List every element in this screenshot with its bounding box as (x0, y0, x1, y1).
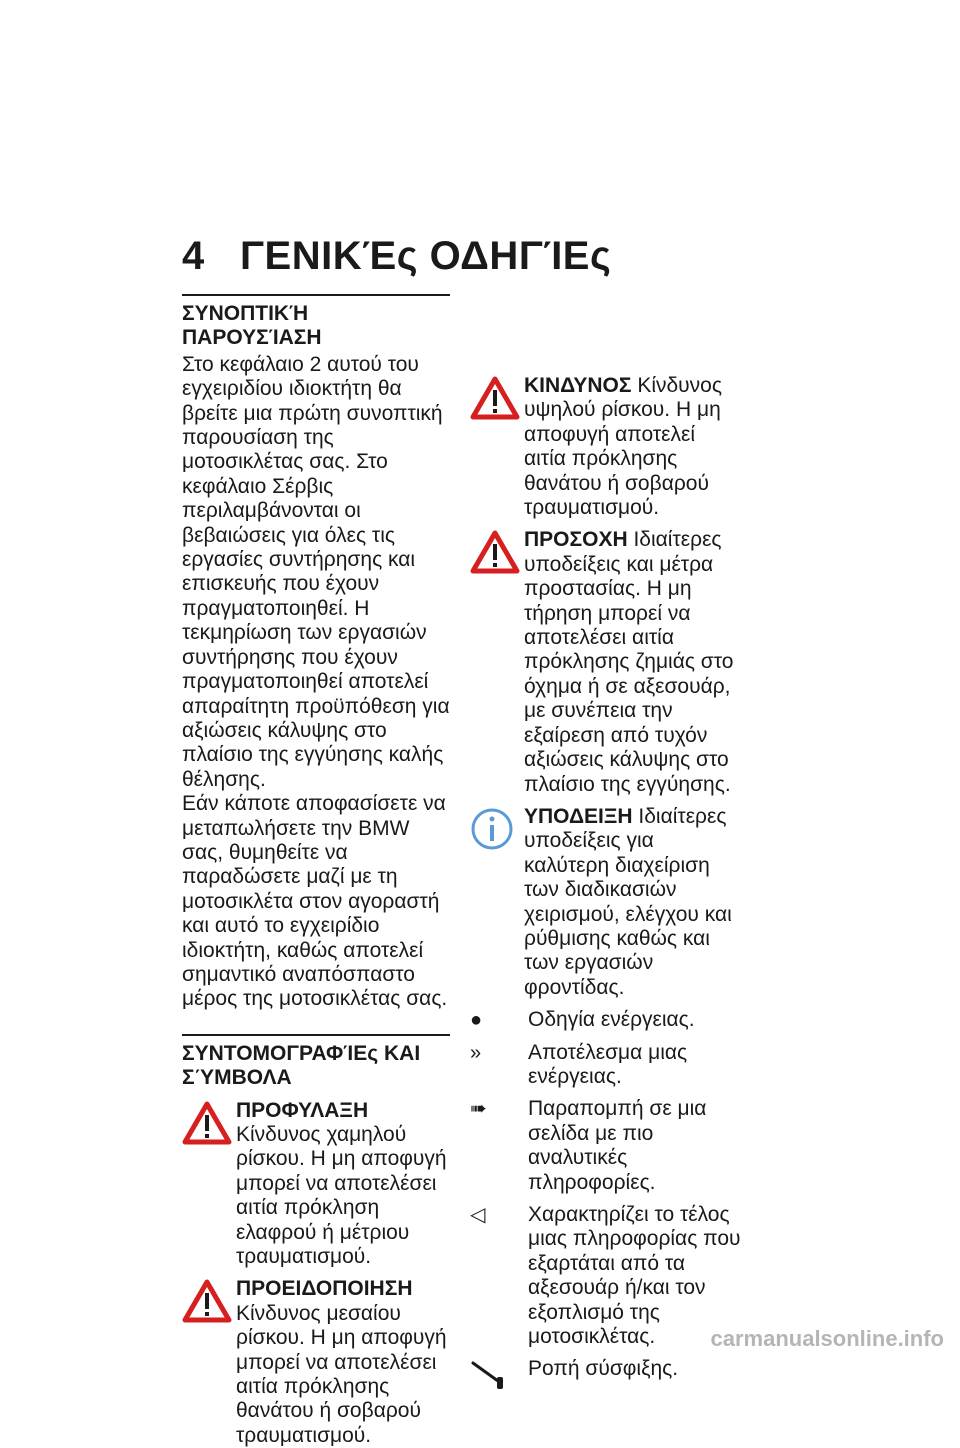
info-icon (470, 807, 520, 851)
warning-triangle-icon (470, 530, 520, 574)
legend-text: Οδηγία ενέργειας. (528, 1008, 695, 1032)
warning-triangle-icon (182, 1279, 232, 1323)
attention-block (470, 528, 742, 796)
legend-text: Χαρακτηρίζει το τέλος μιας πληροφορίας που εξαρτάται από τα αξεσουάρ ή/και τον εξοπλισμό της μοτοσικλέτας. (528, 1203, 741, 1349)
note-block (470, 805, 742, 1000)
caution-block (182, 1099, 450, 1270)
legend-row (470, 1041, 742, 1090)
result-icon: » (470, 1041, 482, 1064)
danger-block (470, 374, 742, 520)
chapter-number: 4 (182, 234, 205, 278)
warning-triangle-icon (470, 376, 520, 420)
footer-watermark: carmanualsonline.info (710, 1326, 944, 1351)
legend-text: Παραπομπή σε μια σελίδα με πιο αναλυτικές πληροφορίες. (528, 1097, 707, 1194)
attention-text: Ιδιαίτερες υποδείξεις και μέτρα προστασίας. Η μη τήρηση μπορεί να αποτελέσει αιτία πρόκλησης ζημιάς στο όχημα ή σε αξεσουάρ, με συνέπεια την εξαίρεση από τυχόν αξιώσεις κάλυψης στο πλαίσιο της εγγύησης. (524, 528, 734, 796)
section-divider (182, 1034, 450, 1036)
note-text: Ιδιαίτερες υποδείξεις για καλύτερη διαχείριση των διαδικασιών χειρισμού, ελέγχου και ρύθμισης καθώς και των εργασιών φροντίδας. (524, 804, 732, 999)
legend-text: Αποτέλεσμα μιας ενέργειας. (528, 1040, 688, 1088)
symbol-legend (470, 1008, 742, 1398)
reference-arrow-icon: ➠ (470, 1098, 487, 1121)
abbrev-heading: ΣΥΝΤΟΜΟΓΡΑΦΊΕς ΚΑΙ ΣΎΜΒΟΛΑ (182, 1041, 421, 1090)
danger-text: Κίνδυνος υψηλού ρίσκου. Η μη αποφυγή αποτελεί αιτία πρόκλησης θανάτου ή σοβαρού τραυματισμού. (524, 374, 722, 520)
legend-row (470, 1203, 742, 1349)
overview-heading: ΣΥΝΟΠΤΙΚΉ ΠΑΡΟΥΣΊΑΣΗ (182, 302, 322, 350)
danger-keyword: ΚΙΝΔΥΝΟΣ (524, 374, 632, 397)
attention-keyword: ΠΡΟΣΟΧΗ (524, 528, 628, 552)
warning-block (182, 1277, 450, 1448)
legend-row (470, 1357, 742, 1397)
overview-paragraph-1: Στο κεφάλαιο 2 αυτού του εγχειριδίου ιδιοκτήτη θα βρείτε μια πρώτη συνοπτική παρουσίαση της μοτοσικλέτας σας. Στο κεφάλαιο Σέρβις περιλαμβάνονται οι βεβαιώσεις για όλες τις εργασίες συντήρησης και επισκευής που έχουν πραγματοποιηθεί. Η τεκμηρίωση των εργασιών συντήρησης που έχουν πραγματοποιηθεί αποτελεί απαραίτητη προϋπόθεση για αξιώσεις κάλυψης στο πλαίσιο της εγγύησης καλής θέλησης. (182, 352, 450, 791)
section-divider (182, 294, 450, 296)
chapter-title (182, 234, 611, 279)
bullet-icon: ● (470, 1009, 483, 1032)
warning-triangle-icon (182, 1101, 232, 1145)
overview-paragraph-2: Εάν κάποτε αποφασίσετε να μεταπωλήσετε την BMW σας, θυμηθείτε να παραδώσετε μαζί με τη μοτοσικλέτα στον αγοραστή και αυτό το εγχειρίδιο ιδιοκτήτη, καθώς αποτελεί σημαντικό αναπόσπαστο μέρος της μοτοσικλέτας σας. (182, 792, 448, 1011)
legend-row (470, 1097, 742, 1195)
end-marker-icon: ◁ (470, 1204, 486, 1226)
warning-text: Κίνδυνος μεσαίου ρίσκου. Η μη αποφυγή μπορεί να αποτελέσει αιτία πρόκλησης θανάτου ή σοβαρού τραυματισμού. (236, 1301, 447, 1447)
torque-wrench-icon (470, 1357, 528, 1397)
caution-text: Κίνδυνος χαμηλού ρίσκου. Η μη αποφυγή μπορεί να αποτελέσει αιτία πρόκληση ελαφρού ή μέτριου τραυματισμού. (236, 1123, 447, 1269)
legend-row (470, 1008, 742, 1032)
legend-text: Ροπή σύσφιξης. (528, 1357, 679, 1381)
note-keyword: ΥΠΟΔΕΙΞΗ (524, 804, 633, 828)
chapter-name: ΓΕΝΙΚΈς ΟΔΗΓΊΕς (240, 234, 612, 278)
right-column (470, 318, 742, 1406)
left-column (182, 294, 450, 1448)
caution-keyword: ΠΡΟΦΥΛΑΞΗ (236, 1098, 369, 1122)
warning-keyword: ΠΡΟΕΙΔΟΠΟΙΗΣΗ (236, 1277, 413, 1301)
